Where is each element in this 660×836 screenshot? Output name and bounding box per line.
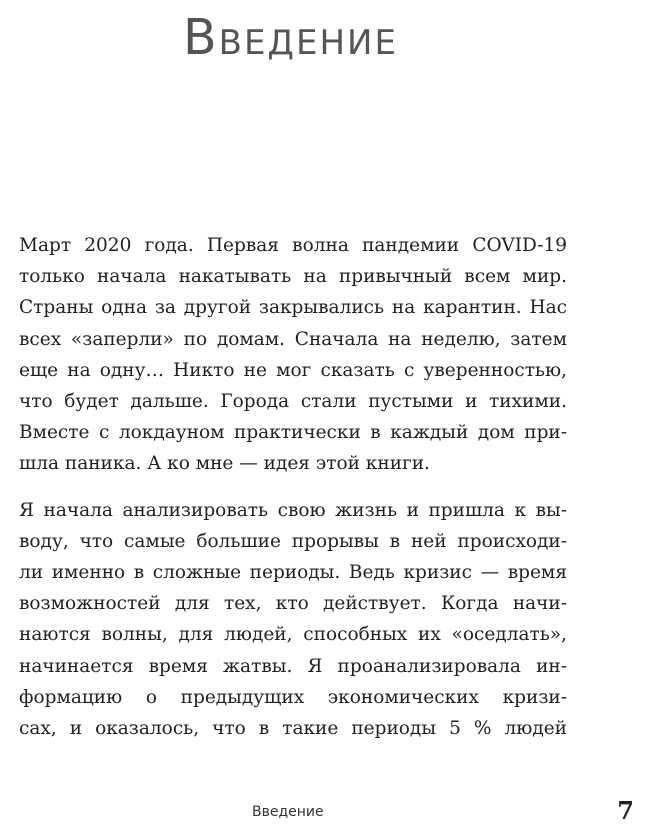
text-line: наются волны, для людей, способных их «оседлать», (19, 624, 567, 646)
text-line: Март 2020 года. Первая волна пандемии COVID-19 (19, 235, 567, 256)
text-line: возможностей для тех, кто действует. Когда начи- (19, 593, 567, 615)
text-line: шла паника. А ко мне — идея этой книги. (19, 453, 430, 475)
text-line: ли именно в сложные периоды. Ведь кризис — время (19, 562, 567, 584)
text-line: Вместе с локдауном практически в каждый дом при- (19, 422, 567, 444)
paragraph-gap (19, 480, 567, 495)
text-line: что будет дальше. Города стали пустыми и тихими. (19, 391, 567, 413)
page-number: 7 (617, 796, 634, 825)
running-footer-title: Введение (252, 804, 324, 820)
body-text (19, 230, 567, 744)
chapter-title: Введение (183, 9, 398, 66)
text-line: только начала накатывать на привычный всем мир. (19, 266, 567, 288)
text-line: воду, что самые большие прорывы в ней происходи- (19, 530, 567, 552)
text-line: начинается время жатвы. Я проанализировала ин- (19, 655, 567, 677)
text-line: Я начала анализировать свою жизнь и пришла к вы- (19, 499, 567, 521)
text-line: формацию о предыдущих экономических кризи- (19, 686, 567, 708)
text-line: всех «заперли» по домам. Сначала на неделю, затем (19, 328, 567, 350)
paragraph-2 (19, 495, 567, 745)
text-line: Страны одна за другой закрывались на карантин. Нас (19, 297, 567, 319)
text-line: сах, и оказалось, что в такие периоды 5 % людей (19, 718, 567, 740)
paragraph-1 (19, 230, 567, 480)
text-line: еще на одну… Никто не мог сказать с уверенностью, (19, 359, 567, 381)
